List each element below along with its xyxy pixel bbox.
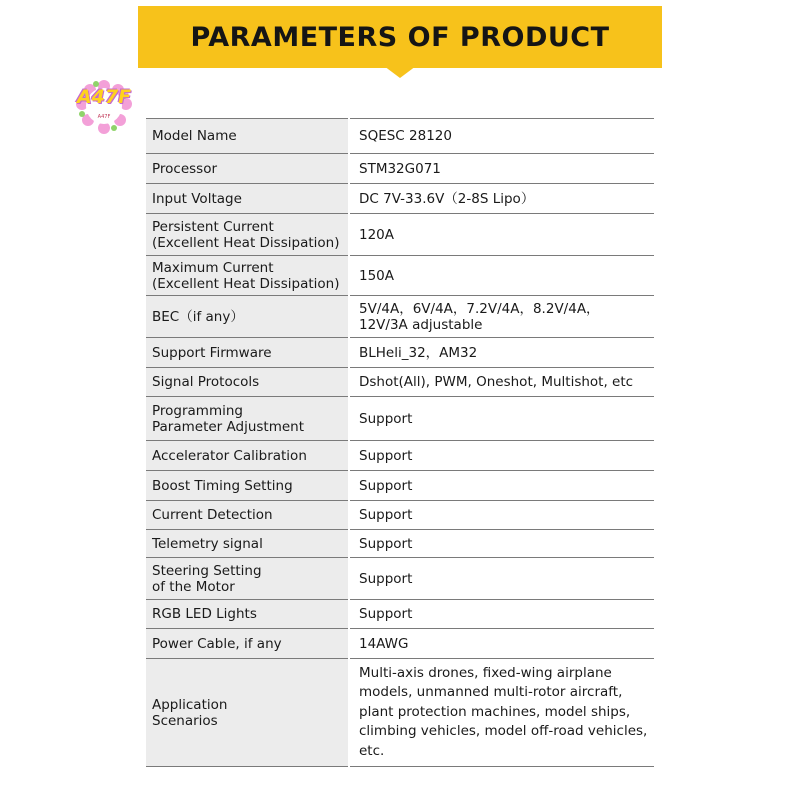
table-row <box>146 659 654 767</box>
spec-value: Dshot(All), PWM, Oneshot, Multishot, etc <box>359 374 634 390</box>
spec-label: Processor <box>146 154 349 184</box>
spec-label: RGB LED Lights <box>146 600 349 629</box>
table-row <box>146 629 654 659</box>
table-row <box>146 368 654 397</box>
spec-value: BLHeli_32，AM32 <box>359 344 478 361</box>
spec-label: Current Detection <box>146 501 349 530</box>
spec-value: Multi-axis drones, fixed-wing airplane models, unmanned multi-rotor aircraft, plant protection machines, model ships, climbing vehicles, model off-road vehicles, etc. <box>359 664 648 759</box>
spec-label: BEC（if any） <box>146 296 349 338</box>
spec-value: Support <box>359 535 413 552</box>
spec-value: 150A <box>359 267 395 284</box>
spec-label: Programming Parameter Adjustment <box>146 397 349 441</box>
table-row <box>146 530 654 558</box>
spec-label: Accelerator Calibration <box>146 441 349 471</box>
spec-label: Model Name <box>146 119 349 154</box>
spec-label: Application Scenarios <box>146 659 349 767</box>
table-row <box>146 501 654 530</box>
logo-subtext: A47F <box>97 114 111 120</box>
spec-value: 120A <box>359 226 395 243</box>
spec-value: DC 7V-33.6V（2-8S Lipo） <box>359 190 535 207</box>
table-row <box>146 154 654 184</box>
spec-value: STM32G071 <box>359 160 441 177</box>
spec-label: Persistent Current (Excellent Heat Dissipation) <box>146 214 349 256</box>
spec-label: Telemetry signal <box>146 530 349 558</box>
spec-value: Support <box>359 507 413 523</box>
spec-value: Support <box>359 410 413 427</box>
table-row <box>146 296 654 338</box>
table-row <box>146 119 654 154</box>
spec-table <box>146 118 654 767</box>
table-row <box>146 471 654 501</box>
table-row <box>146 184 654 214</box>
spec-value: SQESC 28120 <box>359 128 452 144</box>
spec-value: Support <box>359 447 413 464</box>
table-row <box>146 558 654 600</box>
spec-value: 14AWG <box>359 635 409 652</box>
logo-text: A47F <box>76 86 132 108</box>
spec-label: Support Firmware <box>146 338 349 368</box>
table-row <box>146 338 654 368</box>
spec-value: Support <box>359 570 413 587</box>
spec-value: Support <box>359 477 413 494</box>
spec-label: Input Voltage <box>146 184 349 214</box>
table-row <box>146 441 654 471</box>
spec-label: Boost Timing Setting <box>146 471 349 501</box>
spec-label: Power Cable, if any <box>146 629 349 659</box>
spec-label: Signal Protocols <box>146 368 349 397</box>
spec-value: 5V/4A，6V/4A，7.2V/4A，8.2V/4A， 12V/3A adjustable <box>359 300 600 333</box>
spec-label: Maximum Current (Excellent Heat Dissipation) <box>146 256 349 296</box>
table-row <box>146 600 654 629</box>
spec-label: Steering Setting of the Motor <box>146 558 349 600</box>
table-row <box>146 214 654 256</box>
table-row <box>146 397 654 441</box>
page-title: PARAMETERS OF PRODUCT <box>190 22 610 53</box>
table-row <box>146 256 654 296</box>
spec-value: Support <box>359 606 413 622</box>
